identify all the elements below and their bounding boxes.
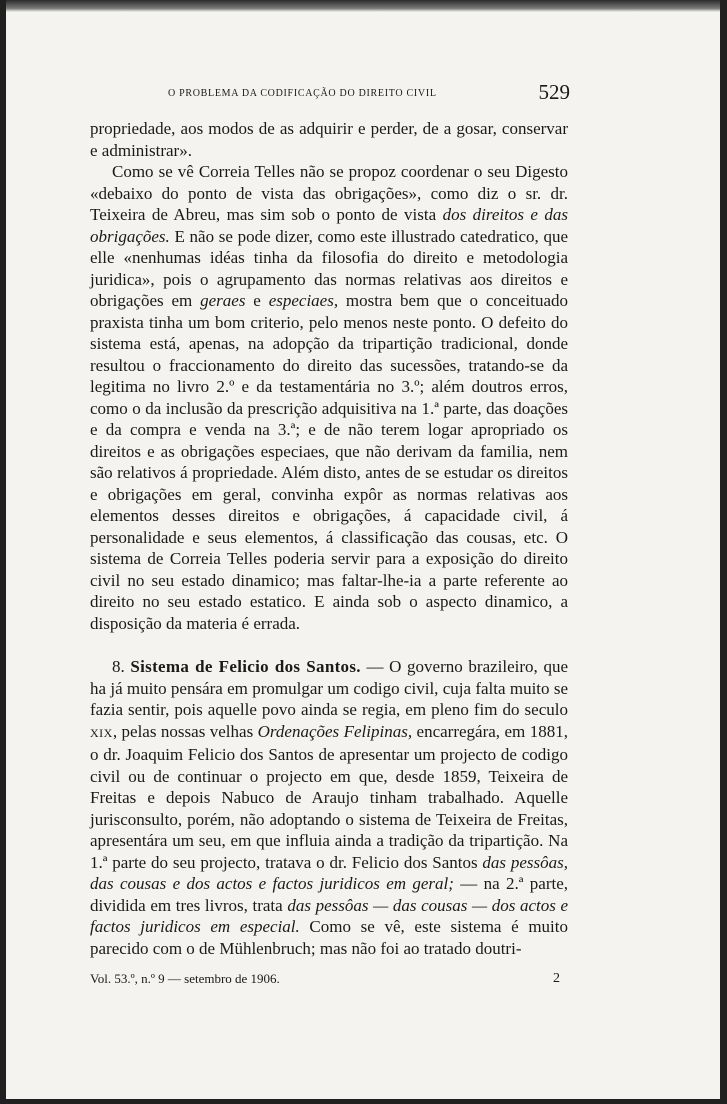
p2-text-3: e xyxy=(245,291,269,310)
page-footer xyxy=(90,971,568,995)
paragraph-1-text: propriedade, aos modos de as adquirir e perder, de a gosar, conservar e administrar». xyxy=(90,119,568,160)
p2-text-4: mostra bem que o conceituado praxista tinha um bom criterio, pelo menos neste ponto. O defeito do sistema está, apenas, na adopção da tripartição tradicional, donde resultou o fraccionamento do direito das sucessões, tratando-se da legitima no livro 2.º e da testamentária no 3.º; além doutros erros, como o da inclusão da prescrição adquisitiva na 1.ª parte, das doações e da compra e venda na 3.ª; e de não terem logar apropriado os direitos e as obrigações especiaes, que não derivam da familia, nem são relativos á propriedade. Além disto, antes de se estudar os direitos e obrigações em geral, convinha expôr as normas relativas aos elementos desses direitos e obrigações, á capacidade civil, á personalidade e seus elementos, á classificação das cousas, etc. O sistema de Correia Telles poderia servir para a exposição do direito civil no seu estado dinamico; mas faltar-lhe-ia a parte referente ao direito no seu estado estatico. E ainda sob o aspecto dinamico, a disposição da materia é errada. xyxy=(90,291,569,633)
scan-top-edge xyxy=(0,0,727,12)
p3-small-caps-1: XIX xyxy=(90,725,113,740)
section-number: 8. xyxy=(112,657,125,676)
p3-italic-2: das pessôas, das cousas e dos actos e factos juridicos em geral; xyxy=(90,852,568,893)
paragraph-1 xyxy=(90,118,568,161)
p3-text-5: Como se vê, este sistema é muito parecido com o de Mühlenbruch; mas não foi ao tratado doutri- xyxy=(90,917,568,958)
p2-italic-3: especiaes, xyxy=(268,291,339,310)
paragraph-2 xyxy=(90,161,568,634)
scan-right-edge xyxy=(720,0,727,1104)
book-page xyxy=(90,80,568,995)
running-title: O PROBLEMA DA CODIFICAÇÃO DO DIREITO CIVIL xyxy=(168,88,437,99)
section-heading: Sistema de Felicio dos Santos. xyxy=(130,657,361,676)
p3-text-1: — O governo brazileiro, que ha já muito pensára em promulgar um codigo civil, cuja falta muito se fazia sentir, pois aquelle povo ainda se regia, em pleno fim do seculo xyxy=(90,657,568,719)
running-head xyxy=(90,80,568,106)
page-number: 529 xyxy=(538,80,570,104)
p2-text-1: Como se vê Correia Telles não se propoz coordenar o seu Digesto «debaixo do ponto de vista das obrigações», como diz o sr. dr. Teixeira de Abreu, mas sim sob o ponto de vista xyxy=(90,162,568,224)
volume-line: Vol. 53.º, n.º 9 — setembro de 1906. xyxy=(90,971,280,986)
body-text xyxy=(90,118,568,959)
signature-mark: 2 xyxy=(553,971,560,986)
p2-italic-1: dos direitos e das obrigações. xyxy=(90,205,568,246)
scan-bottom-edge xyxy=(0,1099,727,1104)
p3-text-3: encarregára, em 1881, o dr. Joaquim Felicio dos Santos de apresentar um projecto de codigo civil ou de continuar o projecto em que, desde 1859, Teixeira de Freitas e depois Nabuco de Araujo tinham trabalhado. Aquelle jurisconsulto, porém, não adoptando o sistema de Teixeira de Freitas, apresentára um seu, em que influia ainda a tradição da tripartição. Na 1.ª parte do seu projecto, tratava o dr. Felicio dos Santos xyxy=(90,721,568,872)
p3-text-4: — na 2.ª parte, dividida em tres livros, trata xyxy=(90,874,568,915)
p2-italic-2: geraes xyxy=(200,291,246,310)
scan-left-edge xyxy=(0,0,6,1104)
p3-italic-1: Ordenações Felipinas, xyxy=(257,721,413,741)
p3-text-2: , pelas nossas velhas xyxy=(112,721,258,741)
p2-text-2: E não se pode dizer, como este illustrado catedratico, que elle «nenhumas idéas tinha da filosofia do direito e metodologia juridica», pois o agrupamento das normas relativas aos direitos e obrigações em xyxy=(90,226,568,310)
paragraph-3 xyxy=(90,656,568,959)
p3-italic-3: das pessôas — das cousas — dos actos e factos juridicos em especial. xyxy=(90,895,568,936)
